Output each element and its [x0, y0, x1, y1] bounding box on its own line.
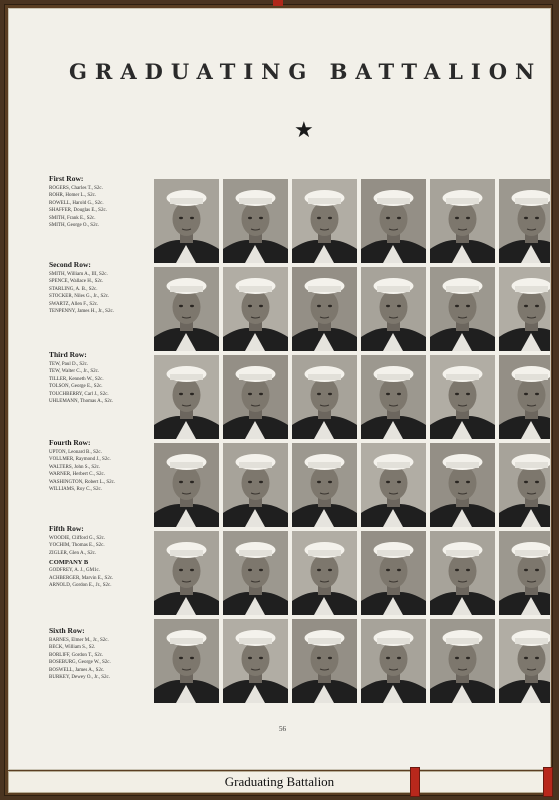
sailor-portrait	[292, 619, 357, 703]
row-5-names	[49, 524, 159, 589]
top-tab	[273, 0, 283, 6]
name-entry: WOODIE, Clifford G., S2c.	[49, 536, 106, 541]
name-entry: STOCKER, Niles G., Jr., S2c.	[49, 294, 110, 300]
company-heading: COMPANY B	[49, 559, 89, 567]
name-entry: ROGERS, Charles T., S2c.	[49, 186, 103, 191]
name-entry: TOUCHBERRY, Carl J., S2c.	[49, 391, 109, 397]
name-entry: YOCHIM, Thomas E., S2c.	[49, 543, 105, 549]
name-entry: TILLER, Kenneth W., S2c.	[49, 376, 104, 382]
sailor-portrait	[292, 267, 357, 351]
sailor-portrait	[499, 355, 551, 439]
caption-bar: Graduating Battalion	[8, 771, 551, 793]
sailor-portrait	[430, 355, 495, 439]
name-entry: ROWELL, Harold G., S2c.	[49, 200, 104, 206]
sailor-portrait	[430, 179, 495, 263]
name-entry: UPTON, Leonard B., S2c.	[49, 450, 102, 455]
name-entry: BOSWELL, James A., S2c.	[49, 667, 105, 673]
sailor-portrait	[499, 179, 551, 263]
name-entry: BARNES, Elmer M., Jr., S2c.	[49, 638, 109, 643]
name-entry: ARNOLD, Gordon E., Jr., S2c.	[49, 583, 112, 589]
yearbook-page	[8, 8, 551, 770]
sailor-portrait	[499, 531, 551, 615]
name-entry: VOLLMER, Raymond J., S2c.	[49, 457, 111, 463]
name-entry: SWARTZ, Allen F., S2c.	[49, 301, 99, 307]
row-3-names	[49, 350, 159, 405]
sailor-portrait	[361, 179, 426, 263]
sailor-portrait	[223, 267, 288, 351]
sailor-portrait	[499, 619, 551, 703]
name-entry: TEW, Walter C., Jr., S2c.	[49, 369, 100, 375]
sailor-portrait	[292, 531, 357, 615]
row-2-names	[49, 260, 159, 315]
sailor-portrait	[430, 531, 495, 615]
name-entry: WILLIAMS, Roy C., S2c.	[49, 487, 102, 493]
sailor-portrait	[361, 531, 426, 615]
page-number: 56	[279, 725, 286, 733]
sailor-portrait	[154, 179, 219, 263]
name-entry: TENPENNY, James H., Jr., S2c.	[49, 309, 114, 315]
name-entry: ZIGLER, Glen A., S2c.	[49, 550, 97, 556]
sailor-portrait	[292, 355, 357, 439]
sailor-portrait	[154, 531, 219, 615]
sailor-portrait	[361, 619, 426, 703]
name-entry: BORLIFF, Gordon T., S2c.	[49, 652, 104, 658]
sailor-portrait	[292, 179, 357, 263]
name-entry: TEW, Paul D., S2c.	[49, 362, 89, 367]
sailor-portrait	[154, 267, 219, 351]
sailor-portrait	[154, 619, 219, 703]
name-entry: WARNER, Herbert C., S2c.	[49, 472, 105, 478]
name-entry: GODFREY, A. J., GM1c.	[49, 568, 101, 574]
name-entry: WALTERS, John S., S2c.	[49, 464, 101, 470]
sailor-portrait	[223, 443, 288, 527]
name-entry: UHLEMANN, Thomas A., S2c.	[49, 399, 114, 405]
name-entry: BOSEBURG, George W., S2c.	[49, 660, 111, 666]
row-heading: Second Row:	[49, 260, 91, 269]
sailor-portrait	[223, 179, 288, 263]
sailor-portrait	[430, 619, 495, 703]
sailor-portrait	[361, 443, 426, 527]
name-entry: SMITH, William A., III, S2c.	[49, 272, 108, 277]
sailor-portrait	[223, 531, 288, 615]
star-icon: ★	[294, 117, 314, 142]
row-6-names	[49, 626, 159, 681]
name-entry: SPENCE, Wallace H., S2c.	[49, 279, 104, 285]
row-heading: Fourth Row:	[49, 438, 91, 447]
sailor-portrait	[430, 443, 495, 527]
sailor-portrait	[361, 267, 426, 351]
name-entry: SMITH, Frank E., S2c.	[49, 215, 96, 221]
page-tab-marker	[410, 767, 420, 797]
name-entry: WASHINGTON, Robert L., S2c.	[49, 479, 116, 485]
row-heading: Third Row:	[49, 350, 87, 359]
sailor-portrait	[430, 267, 495, 351]
sailor-portrait	[292, 443, 357, 527]
row-4-names	[49, 438, 159, 493]
sailor-portrait	[154, 355, 219, 439]
row-1-names	[49, 174, 159, 229]
name-entry: ACHBERGER, Marvin E., S2c.	[49, 575, 114, 581]
page-tab-marker	[543, 767, 553, 797]
sailor-portrait	[361, 355, 426, 439]
name-entry: TOLSON, George E., S2c.	[49, 384, 103, 390]
sailor-portrait	[223, 619, 288, 703]
page-title: GRADUATING BATTALION	[69, 59, 543, 84]
name-entry: SMITH, George O., S2c.	[49, 223, 100, 229]
name-entry: ROHR, Homer L., S2c.	[49, 193, 97, 199]
name-entry: BECK, William S., S2.	[49, 645, 96, 651]
row-heading: Sixth Row:	[49, 626, 85, 635]
row-heading: Fifth Row:	[49, 524, 84, 533]
sailor-portrait	[154, 443, 219, 527]
sailor-portrait	[223, 355, 288, 439]
row-heading: First Row:	[49, 174, 84, 183]
name-entry: STARLING, A. B., S2c.	[49, 286, 98, 292]
name-entry: BURKEY, Dewey O., Jr., S2c.	[49, 675, 111, 681]
sailor-portrait	[499, 443, 551, 527]
name-entry: SHAFFER, Douglas E., S2c.	[49, 208, 107, 214]
sailor-portrait	[499, 267, 551, 351]
